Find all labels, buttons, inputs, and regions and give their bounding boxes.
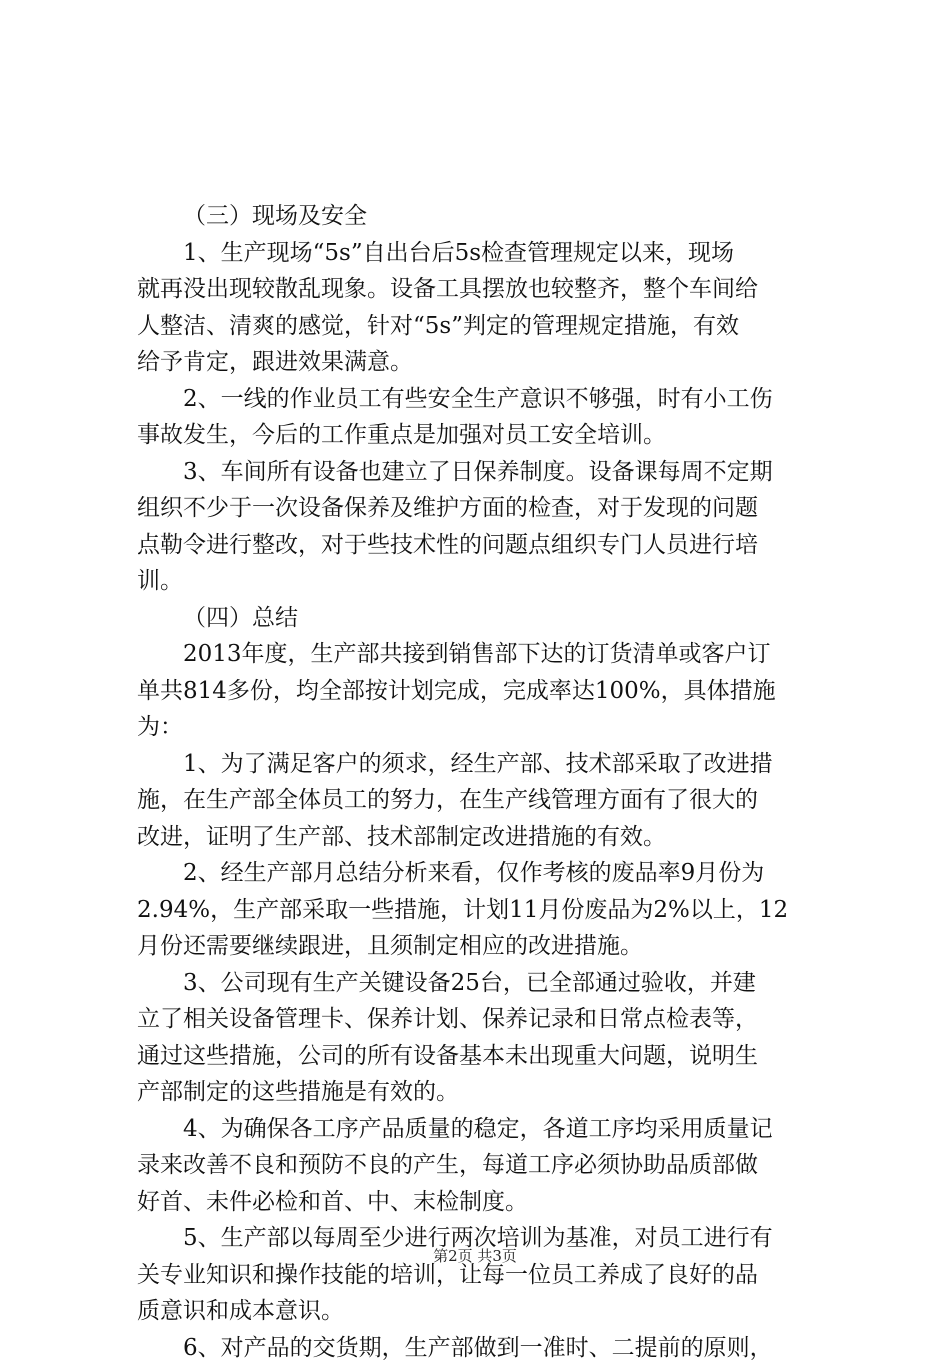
text-line: 事故发生，今后的工作重点是加强对员工安全培训。 — [137, 417, 837, 454]
text-line: 1、为了满足客户的须求，经生产部、技术部采取了改进措 — [137, 746, 837, 783]
text-line: 为： — [137, 709, 837, 746]
document-body — [137, 198, 837, 1366]
text-line: 立了相关设备管理卡、保养计划、保养记录和日常点检表等， — [137, 1001, 837, 1038]
text-line: 录来改善不良和预防不良的产生，每道工序必须协助品质部做 — [137, 1147, 837, 1184]
text-line: 6、对产品的交货期，生产部做到一准时、二提前的原则， — [137, 1330, 837, 1366]
text-line: 产部制定的这些措施是有效的。 — [137, 1074, 837, 1111]
text-line: 2、经生产部月总结分析来看，仅作考核的废品率9月份为 — [137, 855, 837, 892]
text-line: 施，在生产部全体员工的努力，在生产线管理方面有了很大的 — [137, 782, 837, 819]
text-line: 2、一线的作业员工有些安全生产意识不够强，时有小工伤 — [137, 381, 837, 418]
text-line: 3、车间所有设备也建立了日保养制度。设备课每周不定期 — [137, 454, 837, 491]
text-line: （四）总结 — [137, 600, 837, 637]
text-line: 训。 — [137, 563, 837, 600]
text-line: 组织不少于一次设备保养及维护方面的检查，对于发现的问题 — [137, 490, 837, 527]
text-line: 4、为确保各工序产品质量的稳定，各道工序均采用质量记 — [137, 1111, 837, 1148]
text-line: 人整洁、清爽的感觉，针对“5s”判定的管理规定措施，有效 — [137, 308, 837, 345]
text-line: 3、公司现有生产关键设备25台，已全部通过验收，并建 — [137, 965, 837, 1002]
text-line: 2.94%，生产部采取一些措施，计划11月份废品为2%以上，12 — [137, 892, 837, 929]
text-line: （三）现场及安全 — [137, 198, 837, 235]
text-line: 改进，证明了生产部、技术部制定改进措施的有效。 — [137, 819, 837, 856]
text-line: 给予肯定，跟进效果满意。 — [137, 344, 837, 381]
text-line: 好首、未件必检和首、中、末检制度。 — [137, 1184, 837, 1221]
text-line: 就再没出现较散乱现象。设备工具摆放也较整齐，整个车间给 — [137, 271, 837, 308]
text-line: 质意识和成本意识。 — [137, 1293, 837, 1330]
text-line: 关专业知识和操作技能的培训，让每一位员工养成了良好的品 — [137, 1257, 837, 1294]
text-line: 2013年度，生产部共接到销售部下达的订货清单或客户订 — [137, 636, 837, 673]
text-line: 月份还需要继续跟进，且须制定相应的改进措施。 — [137, 928, 837, 965]
text-line: 单共814多份，均全部按计划完成，完成率达100%，具体措施 — [137, 673, 837, 710]
text-line: 点勒令进行整改，对于些技术性的问题点组织专门人员进行培 — [137, 527, 837, 564]
text-line: 1、生产现场“5s”自出台后5s检查管理规定以来，现场 — [137, 235, 837, 272]
text-line: 通过这些措施，公司的所有设备基本未出现重大问题，说明生 — [137, 1038, 837, 1075]
page-footer: 第2页 共3页 — [0, 1245, 950, 1266]
text-line: 5、生产部以每周至少进行两次培训为基准，对员工进行有 — [137, 1220, 837, 1257]
